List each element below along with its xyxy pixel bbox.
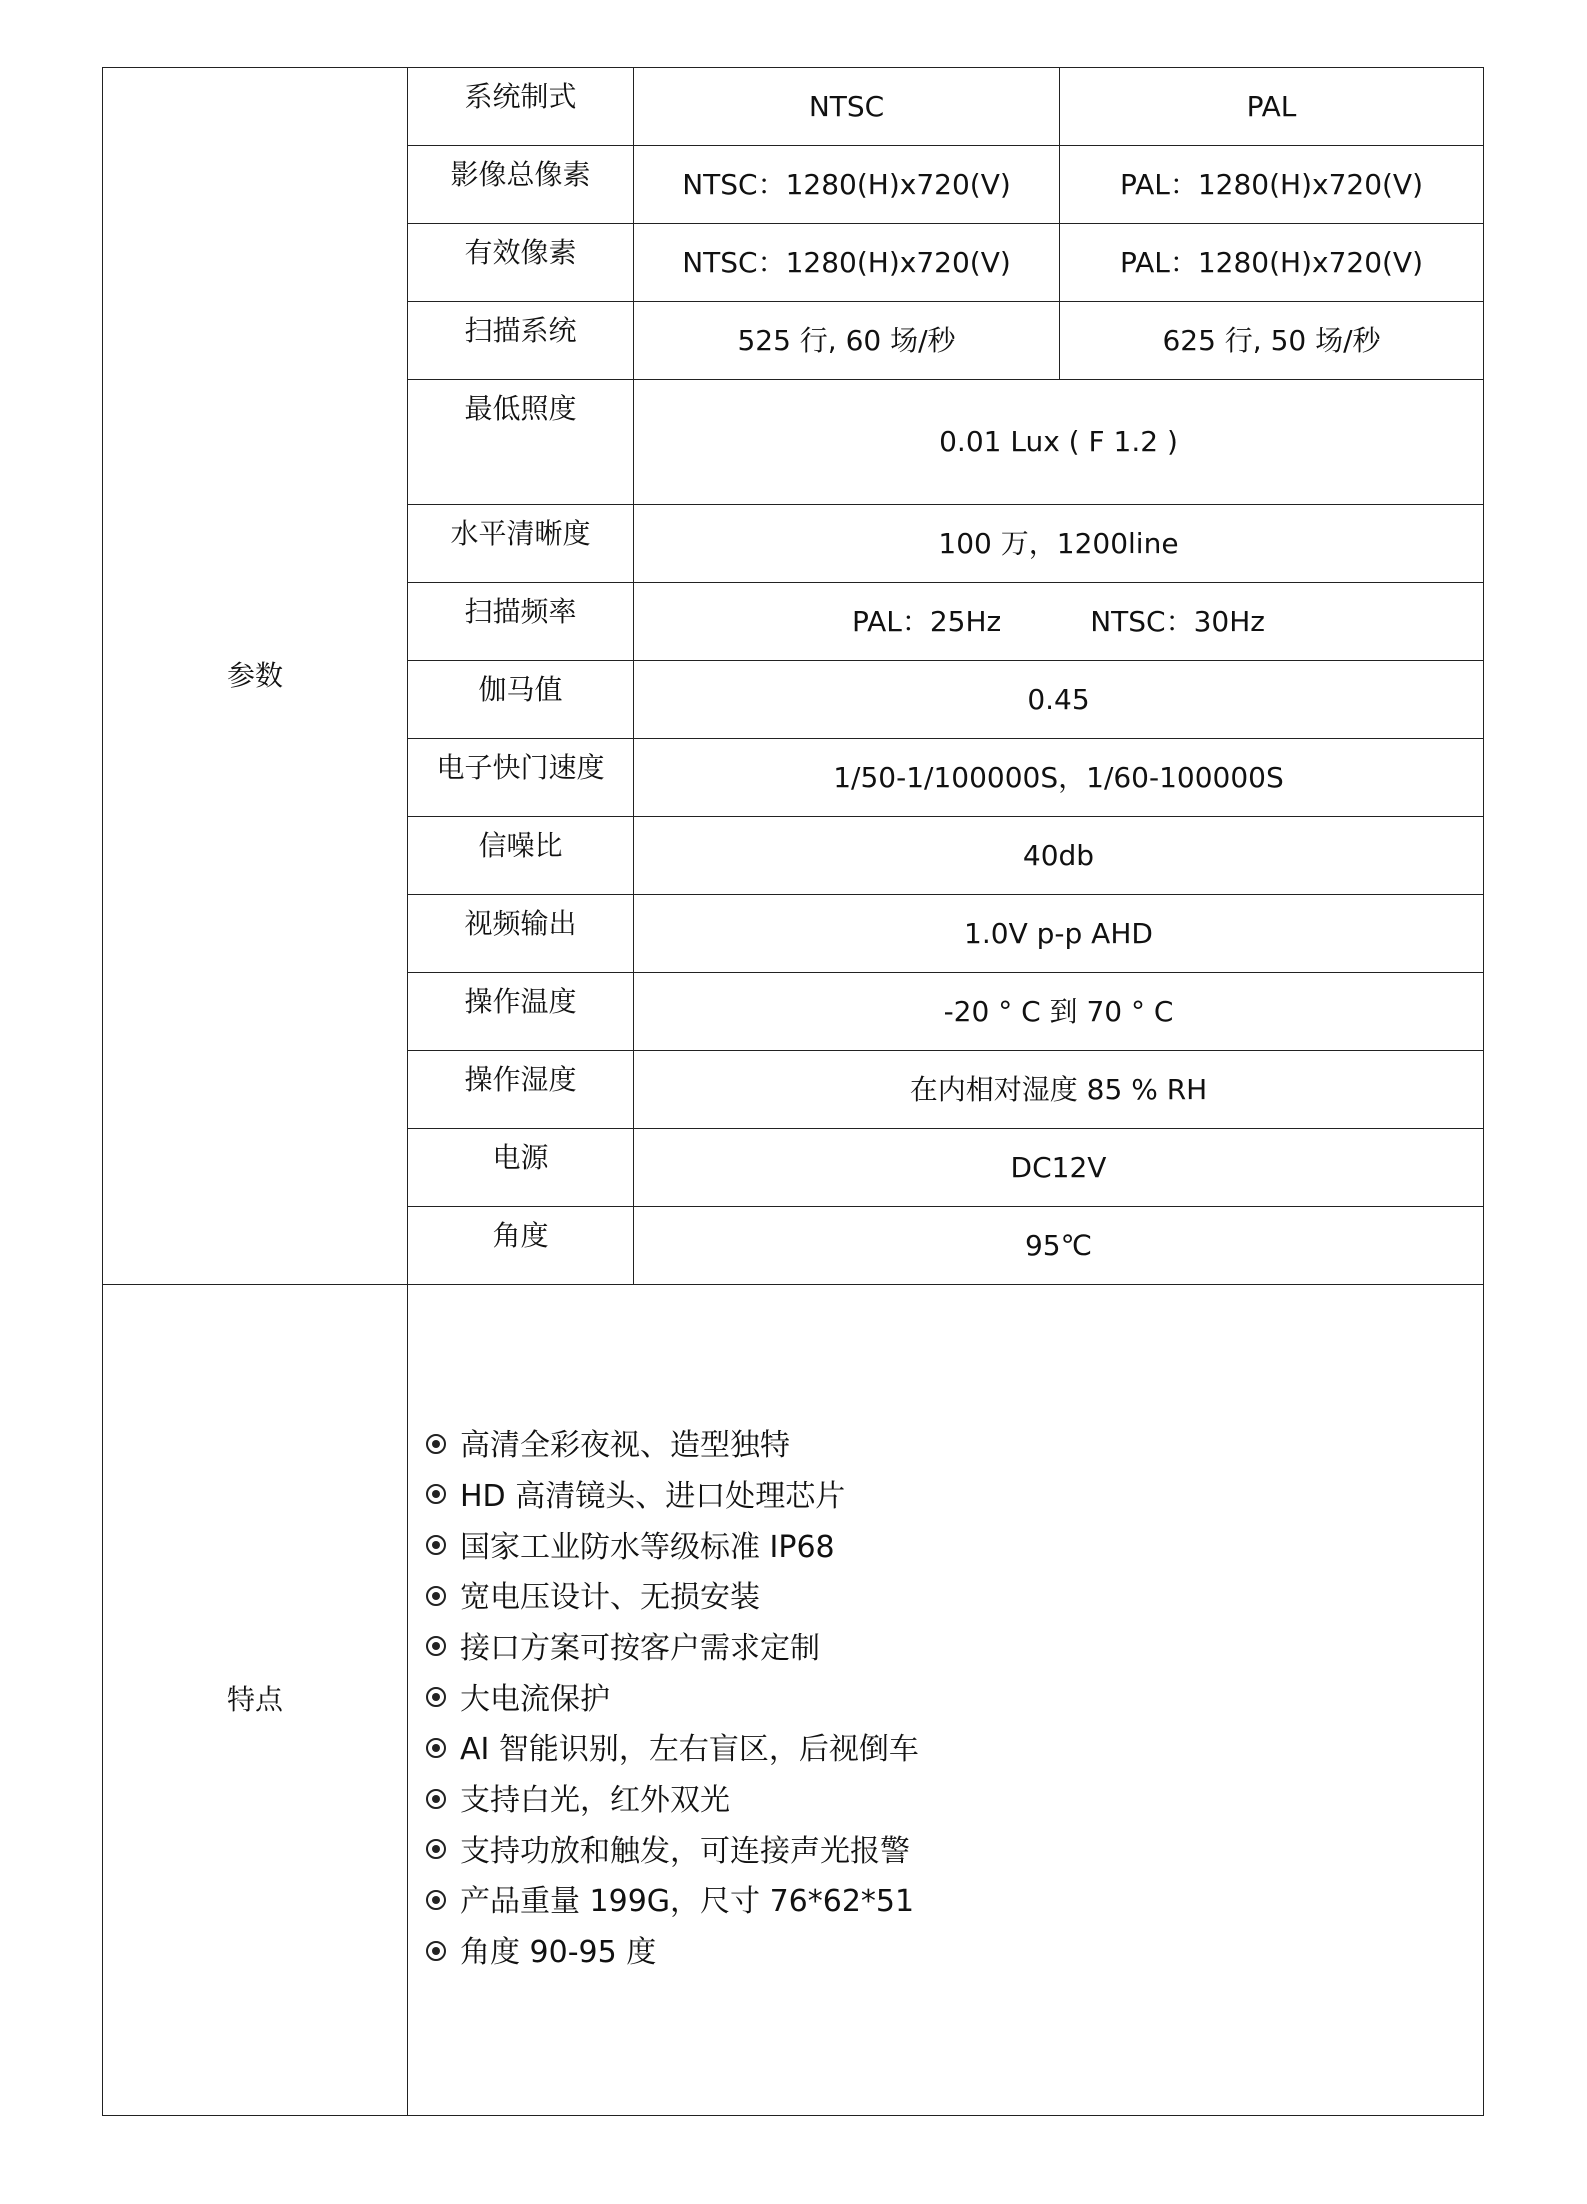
spec-label: 扫描频率	[408, 583, 634, 661]
feature-item	[426, 1877, 1483, 1928]
spec-label: 影像总像素	[408, 146, 634, 224]
feature-item	[426, 1928, 1483, 1979]
spec-value: 1/50-1/100000S，1/60-100000S	[634, 739, 1484, 817]
spec-value-ntsc: NTSC：1280(H)x720(V)	[634, 224, 1060, 302]
feature-text: 高清全彩夜视、造型独特	[460, 1428, 790, 1464]
feature-item	[426, 1472, 1483, 1523]
spec-value-ntsc: 525 行, 60 场/秒	[634, 302, 1060, 380]
feature-text: 支持功放和触发，可连接声光报警	[460, 1833, 910, 1869]
feature-text: 宽电压设计、无损安装	[460, 1580, 760, 1616]
feature-text: 角度 90-95 度	[460, 1935, 657, 1971]
spec-value: 40db	[634, 817, 1484, 895]
spec-value-pal: 625 行, 50 场/秒	[1060, 302, 1484, 380]
bullet-circle-icon	[426, 1484, 446, 1504]
feature-item	[426, 1827, 1483, 1878]
feature-text: HD 高清镜头、进口处理芯片	[460, 1478, 846, 1514]
bullet-circle-icon	[426, 1636, 446, 1656]
spec-value: 0.01 Lux ( F 1.2 )	[634, 380, 1484, 505]
spec-label: 伽马值	[408, 661, 634, 739]
feature-text: 支持白光，红外双光	[460, 1783, 730, 1819]
features-cell	[408, 1285, 1484, 2116]
spec-value-ntsc: NTSC	[634, 68, 1060, 146]
feature-item	[426, 1725, 1483, 1776]
feature-item	[426, 1624, 1483, 1675]
spec-value-pal: PAL	[1060, 68, 1484, 146]
feature-item	[426, 1421, 1483, 1472]
spec-label: 操作湿度	[408, 1051, 634, 1129]
feature-text: 产品重量 199G，尺寸 76*62*51	[460, 1884, 915, 1920]
params-section-label: 参数	[103, 68, 408, 1285]
spec-row-system-format	[103, 68, 1484, 146]
spec-value: -20 ° C 到 70 ° C	[634, 973, 1484, 1051]
feature-item	[426, 1523, 1483, 1574]
spec-label: 角度	[408, 1207, 634, 1285]
features-section-label: 特点	[103, 1285, 408, 2116]
bullet-circle-icon	[426, 1738, 446, 1758]
spec-value: PAL：25Hz NTSC：30Hz	[634, 583, 1484, 661]
feature-text: 接口方案可按客户需求定制	[460, 1630, 820, 1666]
bullet-circle-icon	[426, 1586, 446, 1606]
spec-value: 95℃	[634, 1207, 1484, 1285]
spec-value: 1.0V p-p AHD	[634, 895, 1484, 973]
bullet-circle-icon	[426, 1535, 446, 1555]
spec-value-pal: PAL：1280(H)x720(V)	[1060, 224, 1484, 302]
feature-text: AI 智能识别，左右盲区，后视倒车	[460, 1732, 919, 1768]
feature-text: 国家工业防水等级标准 IP68	[460, 1529, 835, 1565]
spec-label: 视频输出	[408, 895, 634, 973]
bullet-circle-icon	[426, 1941, 446, 1961]
features-row	[103, 1285, 1484, 2116]
spec-value-pal: PAL：1280(H)x720(V)	[1060, 146, 1484, 224]
bullet-circle-icon	[426, 1890, 446, 1910]
feature-item	[426, 1675, 1483, 1726]
spec-value: 0.45	[634, 661, 1484, 739]
spec-label: 信噪比	[408, 817, 634, 895]
bullet-circle-icon	[426, 1839, 446, 1859]
spec-label: 扫描系统	[408, 302, 634, 380]
spec-label: 操作温度	[408, 973, 634, 1051]
spec-value: 在内相对湿度 85 % RH	[634, 1051, 1484, 1129]
spec-table	[102, 67, 1484, 2116]
spec-value-ntsc: NTSC：1280(H)x720(V)	[634, 146, 1060, 224]
bullet-circle-icon	[426, 1789, 446, 1809]
spec-label: 有效像素	[408, 224, 634, 302]
spec-label: 水平清晰度	[408, 505, 634, 583]
spec-value: 100 万，1200line	[634, 505, 1484, 583]
spec-label: 系统制式	[408, 68, 634, 146]
feature-text: 大电流保护	[460, 1681, 610, 1717]
spec-label: 电子快门速度	[408, 739, 634, 817]
bullet-circle-icon	[426, 1434, 446, 1454]
feature-item	[426, 1573, 1483, 1624]
bullet-circle-icon	[426, 1687, 446, 1707]
spec-label: 电源	[408, 1129, 634, 1207]
spec-value: DC12V	[634, 1129, 1484, 1207]
features-list	[426, 1421, 1483, 1979]
feature-item	[426, 1776, 1483, 1827]
spec-label: 最低照度	[408, 380, 634, 505]
